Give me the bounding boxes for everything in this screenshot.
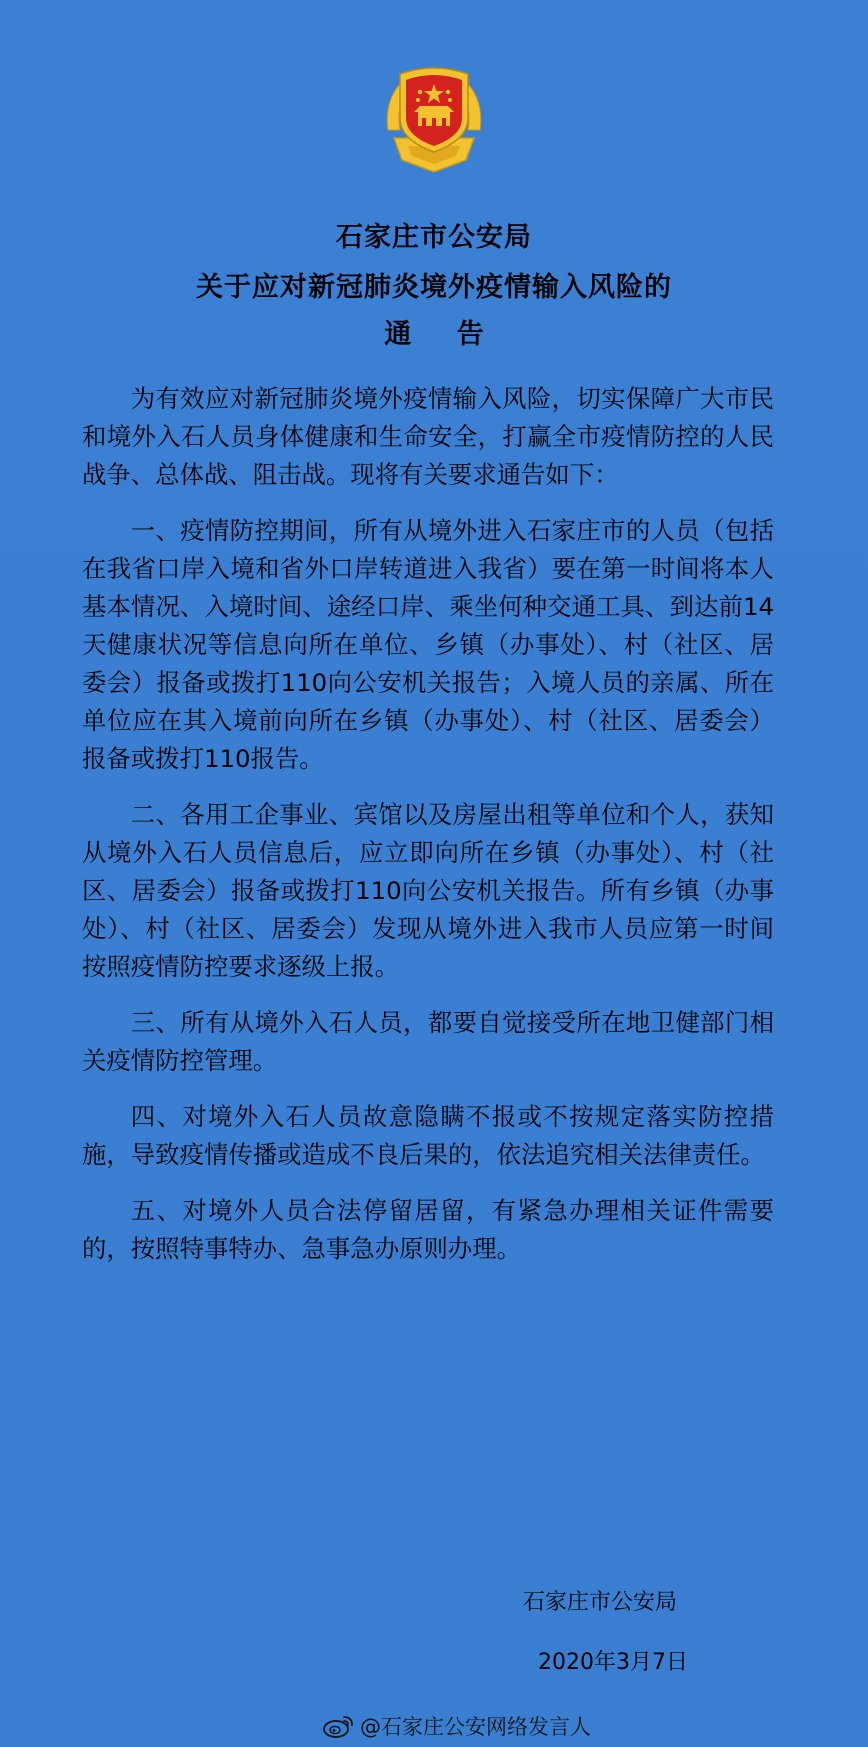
clause-3-paragraph: 三、所有从境外入石人员，都要自觉接受所在地卫健部门相关疫情防控管理。: [82, 1008, 774, 1075]
clause-4-paragraph: 四、对境外入石人员故意隐瞒不报或不按规定落实防控措施，导致疫情传播或造成不良后果的，依法追究相关法律责任。: [82, 1102, 774, 1169]
police-emblem-icon: [378, 60, 490, 178]
clause-1-paragraph: 一、疫情防控期间，所有从境外进入石家庄市的人员（包括在我省口岸入境和省外口岸转道进入我省）要在第一时间将本人基本情况、入境时间、途经口岸、乘坐何种交通工具、到达前14天健康状况等信息向所在单位、乡镇（办事处）、村（社区、居委会）报备或拨打110向公安机关报告；入境人员的亲属、所在单位应在其入境前向所在乡镇（办事处）、村（社区、居委会）报备或拨打110报告。: [82, 516, 774, 773]
weibo-icon: [322, 1713, 356, 1739]
clause-5-paragraph: 五、对境外人员合法停留居留，有紧急办理相关证件需要的，按照特事特办、急事急办原则办理。: [82, 1196, 774, 1263]
subject-title: 关于应对新冠肺炎境外疫情输入风险的: [196, 272, 672, 303]
signature-date: 2020年3月7日: [538, 1650, 688, 1675]
notice-body: [82, 380, 774, 1286]
clause-2-paragraph: 二、各用工企事业、宾馆以及房屋出租等单位和个人，获知从境外入石人员信息后，应立即向所在乡镇（办事处）、村（社区、居委会）报备或拨打110向公安机关报告。所有乡镇（办事处）、村（社区、居委会）发现从境外进入我市人员应第一时间按照疫情防控要求逐级上报。: [82, 800, 774, 981]
issuer-title: 石家庄市公安局: [336, 222, 532, 253]
signature-org: 石家庄市公安局: [523, 1590, 678, 1615]
intro-paragraph: 为有效应对新冠肺炎境外疫情输入风险，切实保障广大市民和境外入石人员身体健康和生命安全，打赢全市疫情防控的人民战争、总体战、阻击战。现将有关要求通告如下：: [82, 384, 774, 489]
weibo-watermark: [322, 1711, 591, 1741]
watermark-text: @石家庄公安网络发言人: [360, 1715, 591, 1739]
doc-type-title: 通 告: [384, 319, 502, 350]
